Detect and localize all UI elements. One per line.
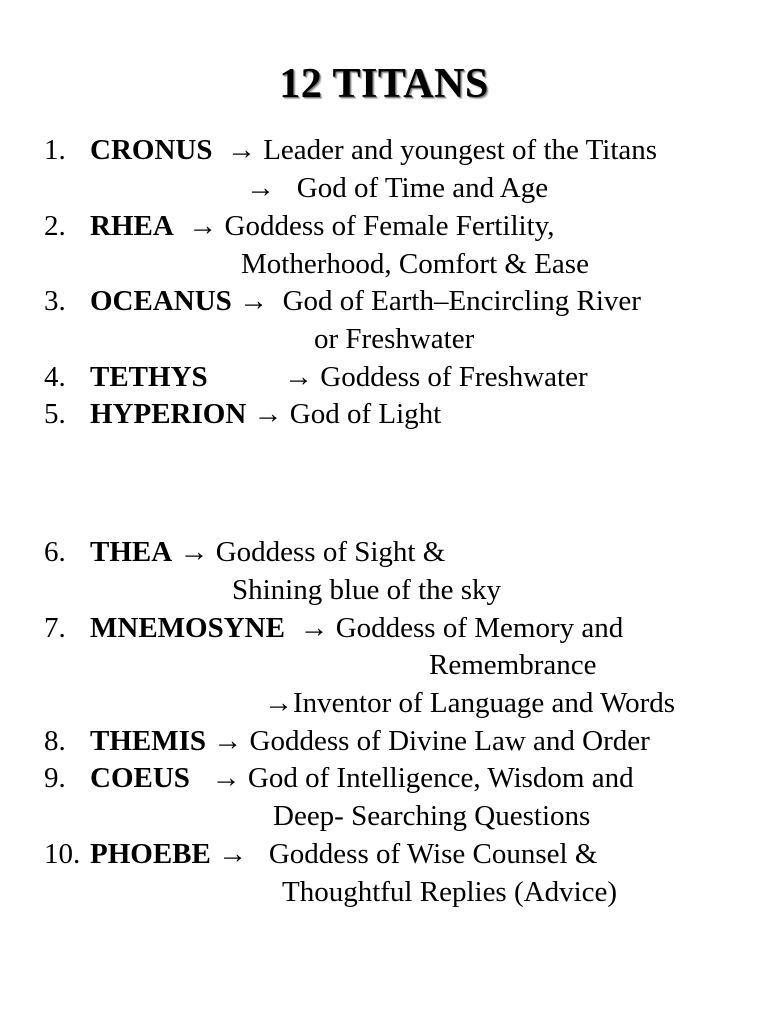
titan-description: Goddess of Divine Law and Order [249,725,650,757]
titan-entry-tethys-desc [284,359,588,395]
titan-name: TETHYS [90,361,208,393]
list-number: 2. [44,210,66,242]
titan-entry-oceanus-line2 [314,321,474,357]
arrow-icon: → [211,762,241,794]
titan-name: MNEMOSYNE [90,612,285,644]
titan-description: Thoughtful Replies (Advice) [282,876,618,908]
list-number: 7. [44,612,66,644]
titan-name: THEMIS [90,725,207,757]
arrow-icon: → [284,361,313,393]
arrow-icon: → [264,687,293,719]
titan-entry-hyperion [90,396,441,432]
titan-description: Inventor of Language and Words [293,687,676,719]
titan-name: HYPERION [90,398,247,430]
arrow-icon: → [253,398,283,430]
arrow-icon: → [218,838,248,870]
titan-entry-thea [90,534,445,570]
titan-entry-thea-line2 [232,572,501,608]
titan-entry-mnemosyne-line3 [264,685,675,721]
arrow-icon: → [226,134,256,166]
titan-entry-oceanus [90,283,641,319]
titan-description: Remembrance [429,649,597,681]
titan-description: Deep- Searching Questions [273,800,591,832]
arrow-icon: → [179,536,209,568]
list-number: 9. [44,762,66,794]
titan-description: Shining blue of the sky [232,574,502,606]
page-title: 12 TITANS [279,61,489,107]
titan-entry-themis [90,723,650,759]
list-number: 4. [44,361,66,393]
titan-entry-rhea [90,208,555,244]
arrow-icon: → [188,210,218,242]
titan-description: Goddess of Memory and [335,612,624,644]
arrow-icon: → [239,285,269,317]
arrow-icon: → [213,725,243,757]
titan-entry-rhea-line2 [241,246,589,282]
list-number: 10. [44,838,81,870]
titan-name: THEA [90,536,173,568]
list-number: 8. [44,725,66,757]
titan-entry-tethys [90,359,208,395]
titan-description: God of Light [289,398,442,430]
titan-description: Goddess of Wise Counsel & [268,838,598,870]
titan-entry-phoebe [90,836,597,872]
titan-entry-cronus-line2 [246,170,548,206]
titan-entry-phoebe-line2 [282,874,617,910]
titan-name: PHOEBE [90,838,211,870]
titan-name: COEUS [90,762,190,794]
titan-description: God of Intelligence, Wisdom and [247,762,634,794]
titan-description: Goddess of Sight & [215,536,446,568]
titan-entry-mnemosyne-line2 [429,647,596,683]
titan-description: or Freshwater [314,323,475,355]
list-number: 3. [44,285,66,317]
arrow-icon: → [299,612,329,644]
titan-entry-mnemosyne [90,610,623,646]
titan-entry-cronus [90,132,657,168]
list-number: 6. [44,536,66,568]
titan-description: Motherhood, Comfort & Ease [241,248,589,280]
list-number: 1. [44,134,66,166]
titan-description: Leader and youngest of the Titans [263,134,658,166]
list-number: 5. [44,398,66,430]
titan-description: Goddess of Freshwater [320,361,588,393]
titan-description: God of Earth–Encircling River [282,285,641,317]
titan-description: God of Time and Age [296,172,549,204]
titan-name: OCEANUS [90,285,232,317]
titan-name: RHEA [90,210,174,242]
arrow-icon: → [246,172,275,204]
titan-name: CRONUS [90,134,213,166]
titan-entry-coeus-line2 [273,798,590,834]
titan-entry-coeus [90,760,634,796]
titan-description: Goddess of Female Fertility, [224,210,555,242]
